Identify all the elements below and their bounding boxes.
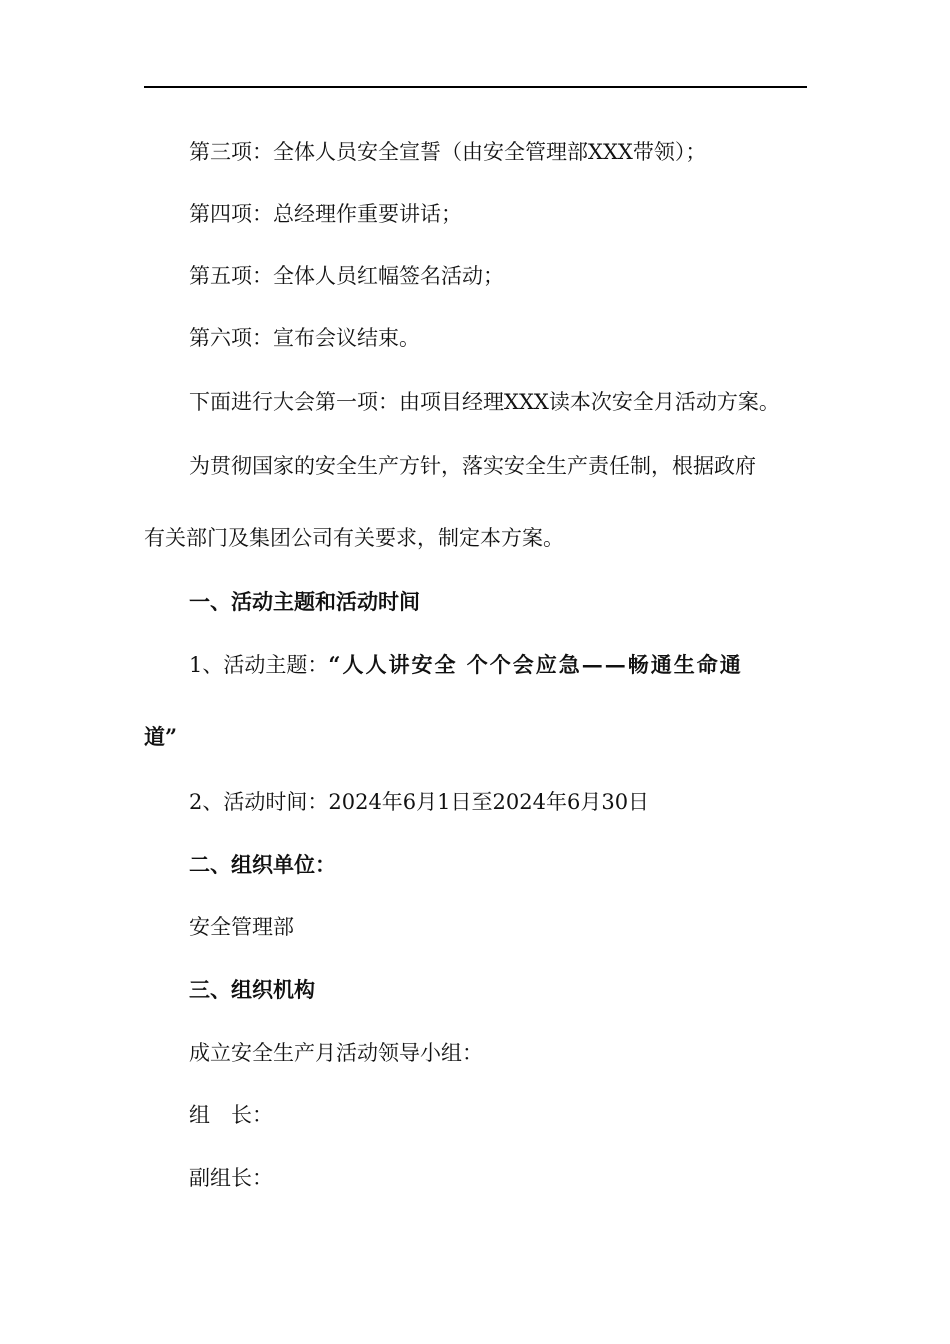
agenda-item-3: 第三项：全体人员安全宣誓（由安全管理部XXX带领）； <box>189 140 707 164</box>
section-3-heading: 三、组织机构 <box>189 977 315 1002</box>
activity-time: 2、活动时间：2024年6月1日至2024年6月30日 <box>189 790 650 814</box>
theme-line-1 <box>189 651 743 679</box>
theme-quote: “人人讲安全 个个会应急——畅通生命通 <box>328 652 743 677</box>
section-1-heading: 一、活动主题和活动时间 <box>189 589 420 614</box>
leader-field: 组 长： <box>189 1103 273 1127</box>
purpose-line-2: 有关部门及集团公司有关要求，制定本方案。 <box>144 526 564 550</box>
agenda-item-5: 第五项：全体人员红幅签名活动； <box>189 264 504 288</box>
agenda-item-4: 第四项：总经理作重要讲话； <box>189 202 462 226</box>
purpose-line-1: 为贯彻国家的安全生产方针，落实安全生产责任制，根据政府 <box>189 454 756 478</box>
agenda-item-6: 第六项：宣布会议结束。 <box>189 326 420 350</box>
organizer-unit: 安全管理部 <box>189 915 294 939</box>
theme-prefix: 1、活动主题： <box>189 653 329 677</box>
header-rule <box>144 86 807 88</box>
section-2-heading: 二、组织单位： <box>189 852 336 877</box>
deputy-leader-field: 副组长： <box>189 1166 273 1190</box>
meeting-intro: 下面进行大会第一项：由项目经理XXX读本次安全月活动方案。 <box>189 390 780 414</box>
leadership-group-intro: 成立安全生产月活动领导小组： <box>189 1041 483 1065</box>
theme-line-2: 道” <box>144 724 178 749</box>
